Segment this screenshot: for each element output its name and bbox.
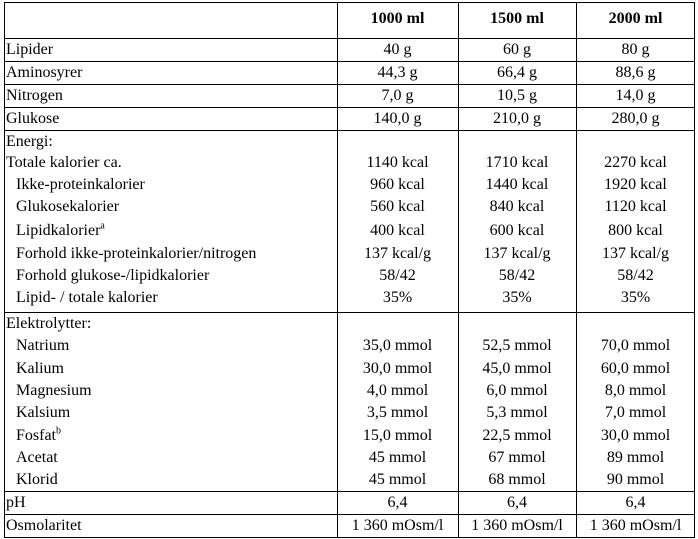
header-cell-2000ml: 2000 ml — [608, 10, 663, 27]
row-label: Ikke-proteinkalorier — [16, 176, 145, 193]
row-value: 30,0 mmol — [600, 427, 671, 444]
row-value: 35% — [382, 289, 413, 306]
row-value: 4,0 mmol — [366, 382, 429, 399]
row-value: 30,0 mmol — [362, 360, 433, 377]
row-label: Glukose — [6, 110, 60, 127]
row-label: Kalsium — [16, 404, 71, 421]
grid-line-left — [4, 2, 5, 537]
row-value: 1440 kcal — [485, 176, 549, 193]
row-value: 3,5 mmol — [366, 404, 429, 421]
row-value: 7,0 mmol — [604, 404, 667, 421]
row-value: 67 mmol — [488, 449, 546, 466]
table-row — [4, 61, 695, 84]
row-label: Lipider — [6, 41, 54, 58]
row-value: 14,0 g — [615, 87, 656, 104]
row-value: 1710 kcal — [485, 154, 549, 171]
row-value: 15,0 mmol — [362, 427, 433, 444]
header-cell-1000ml: 1000 ml — [370, 10, 425, 27]
row-label-with-footnote — [4, 425, 337, 447]
row-value: 60 g — [503, 41, 531, 58]
row-value: 137 kcal/g — [363, 245, 432, 262]
row-value: 45 mmol — [368, 471, 427, 488]
row-label: Natrium — [16, 337, 70, 354]
electrolytes-heading: Elektrolytter: — [6, 315, 92, 332]
row-label: Lipid- / totale kalorier — [16, 289, 158, 306]
row-value: 800 kcal — [608, 222, 663, 239]
row-value: 45,0 mmol — [482, 360, 552, 377]
row-value: 80 g — [621, 41, 650, 58]
row-label: Totale kalorier ca. — [6, 154, 122, 171]
grid-line-col3 — [576, 2, 577, 537]
grid-line-right — [694, 2, 695, 537]
row-value: 58/42 — [498, 267, 536, 284]
row-value: 1 360 mOsm/l — [589, 517, 682, 534]
row-value: 58/42 — [617, 267, 654, 284]
row-label: Acetat — [16, 449, 58, 466]
row-value: 90 mmol — [606, 471, 665, 488]
header-cell-1500ml: 1500 ml — [490, 10, 544, 27]
row-label: Nitrogen — [6, 87, 63, 104]
electrolytes-section — [4, 312, 695, 491]
row-value: 2270 kcal — [604, 154, 667, 171]
row-value: 6,4 — [507, 494, 527, 511]
row-value: 1140 kcal — [366, 154, 429, 171]
row-value: 140,0 g — [373, 110, 422, 127]
row-value: 40 g — [383, 41, 412, 58]
row-value: 52,5 mmol — [482, 337, 552, 354]
row-label: Forhold glukose-/lipidkalorier — [16, 267, 210, 284]
row-value: 1 360 mOsm/l — [471, 517, 563, 534]
row-label: Forhold ikke-proteinkalorier/nitrogen — [16, 245, 257, 262]
row-value: 10,5 g — [497, 87, 537, 104]
row-value: 560 kcal — [370, 198, 425, 215]
table-row — [4, 84, 695, 107]
row-value: 8,0 mmol — [604, 382, 667, 399]
row-value: 7,0 g — [381, 87, 414, 104]
row-value: 1 360 mOsm/l — [351, 517, 444, 534]
energy-section — [4, 130, 695, 312]
row-label-text: Fosfat — [16, 427, 56, 444]
table-row — [4, 38, 695, 61]
row-value: 35% — [620, 289, 651, 306]
row-label: Magnesium — [16, 382, 92, 399]
row-value: 5,3 mmol — [486, 404, 548, 421]
row-value: 35,0 mmol — [362, 337, 433, 354]
row-value: 600 kcal — [489, 222, 545, 239]
row-value: 840 kcal — [489, 198, 545, 215]
table-row — [4, 107, 695, 130]
row-value: 280,0 g — [611, 110, 660, 127]
row-value: 60,0 mmol — [600, 360, 671, 377]
row-label: Osmolaritet — [6, 517, 82, 534]
row-value: 1120 kcal — [604, 198, 667, 215]
energy-heading: Energi: — [6, 133, 53, 150]
header-cell-label — [4, 8, 337, 35]
grid-line-col2 — [458, 2, 459, 537]
row-value: 137 kcal/g — [601, 245, 670, 262]
row-label-text: Lipidkalorier — [16, 222, 101, 239]
row-value: 66,4 g — [497, 64, 537, 81]
row-value: 960 kcal — [370, 176, 425, 193]
table-row — [4, 514, 695, 538]
row-value: 58/42 — [379, 267, 416, 284]
row-value: 6,4 — [387, 494, 408, 511]
row-value: 400 kcal — [370, 222, 425, 239]
row-value: 44,3 g — [377, 64, 418, 81]
grid-line-col1 — [337, 2, 338, 537]
row-value: 22,5 mmol — [482, 427, 552, 444]
row-value: 1920 kcal — [604, 176, 667, 193]
row-value: 88,6 g — [615, 64, 656, 81]
row-value: 68 mmol — [488, 471, 546, 488]
row-label-with-footnote — [4, 220, 337, 242]
table-row — [4, 491, 695, 514]
row-label: Kalium — [16, 360, 64, 377]
row-value: 210,0 g — [493, 110, 541, 127]
row-value: 6,4 — [625, 494, 646, 511]
row-label: Glukosekalorier — [16, 198, 120, 215]
footnote-marker: b — [56, 425, 61, 437]
row-value: 89 mmol — [606, 449, 665, 466]
row-label: Klorid — [16, 471, 58, 488]
table-header-row — [4, 2, 695, 35]
row-label: pH — [6, 494, 26, 511]
row-value: 35% — [502, 289, 532, 306]
row-value: 70,0 mmol — [600, 337, 671, 354]
footnote-marker: a — [100, 220, 105, 232]
row-label: Aminosyrer — [6, 64, 83, 81]
row-value: 45 mmol — [368, 449, 427, 466]
row-value: 6,0 mmol — [486, 382, 548, 399]
row-value: 137 kcal/g — [483, 245, 551, 262]
